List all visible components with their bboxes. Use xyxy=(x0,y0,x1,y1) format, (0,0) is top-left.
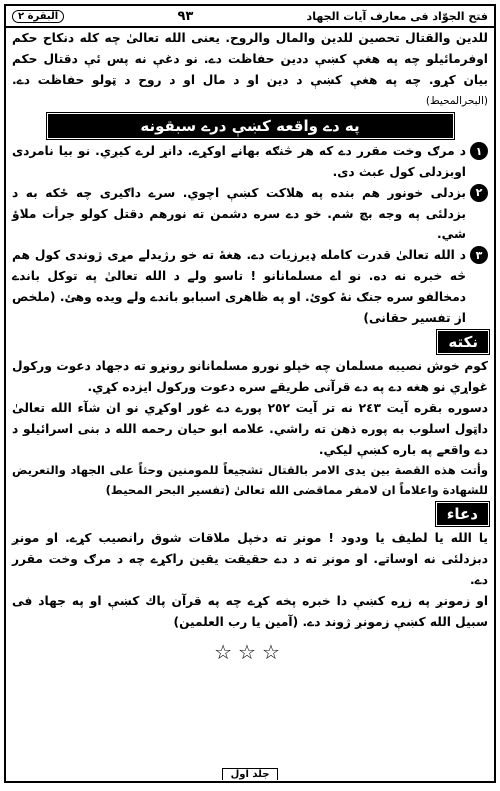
lesson-item-1 xyxy=(12,141,488,183)
lesson-number-2: ٢ xyxy=(470,184,488,202)
section-title-dua: دعاء xyxy=(437,503,488,525)
volume-label: جلد اول xyxy=(222,768,279,780)
arabic-quote-line-1: وأتت هذه القصة بين يدى الامر بالقتال تشجيعاً للمومنين وحثاً على الجهاد xyxy=(70,463,488,478)
intro-line-2: اوفرمائيلو چه په هغې كښې ددين حفاظت دے. نو دغې نه پس ئې دقتال حكم xyxy=(12,51,488,66)
book-page xyxy=(4,4,496,783)
page-footer xyxy=(6,762,494,781)
intro-line-3: بيان كړو. چه په هغې كښې د دين او د مال او د روح د ټولو حفاظت دے. xyxy=(12,72,488,87)
star-ornament-icon: ☆☆☆ xyxy=(214,640,286,665)
lesson-item-3 xyxy=(12,245,488,328)
section-title-lessons: په دے واقعه كښې درے سبقونه xyxy=(48,114,453,138)
lesson-text-1: د مرګ وخت مقرر دے كه هر څنګه بهانے اوكړے. دانړ لرے كيږي. نو بيا نامردى اوبزدلى كول عبث دى. xyxy=(12,144,466,179)
section-heading-lessons xyxy=(12,114,488,138)
page-header xyxy=(6,6,494,28)
lesson-item-2 xyxy=(12,183,488,245)
section-heading-nukta xyxy=(12,331,488,353)
intro-paragraph xyxy=(12,28,488,112)
page-body xyxy=(6,28,494,664)
lesson-text-3 xyxy=(12,245,466,328)
dua-paragraph-2 xyxy=(12,591,488,633)
arabic-quote-reference: (تفسير البحر المحيط) xyxy=(105,483,230,498)
intro-reference: (البحرالمحيط) xyxy=(425,95,488,108)
lesson-number-3: ٣ xyxy=(470,246,488,264)
intro-line-1: للدين والقتال تحصين للدين والمال والروح. يعنى الله تعالىٰ چه كله دنكاح حكم xyxy=(12,31,488,45)
book-title: فتح الجوّاد فی معارف آیات الجهاد xyxy=(306,9,488,23)
nukta-paragraph-2: دسوره بقره آيت ٢٤٣ نه تر آيت ٢٥٢ پورے دے غور اوكړي نو ان شآء الله تعالىٰ داټول اسلوب به پوره ذهن ته راشي. علامه ابو حيان رحمه الله د بنى اسرائيلو د دے واقعے په باره كښې ليكي. xyxy=(12,400,488,457)
nukta-paragraph-1: كوم خوش نصيبه مسلمان چه خپلو نورو مسلمانانو رونړو ته دجهاد دعوت وركول غواړي نو هغه دے په دے قرآنى طريقے سره دعوت وركول ايزده كړي. xyxy=(12,359,488,395)
dua-paragraph-2-body: او زمونږ په زړه كښې دا خبره پخه كړے چه په قرآن پاك كښې او په جهاد فى سبيل الله كښې زمونږ ژوند دے. xyxy=(12,593,488,629)
surah-label: البقرة ٢ xyxy=(12,10,64,23)
lesson-number-1: ١ xyxy=(470,142,488,160)
dua-amen: (آمين يا رب العلمين) xyxy=(173,614,299,629)
dua-paragraph-1: يا الله يا لطيف يا ودود ! مونږ ته دخپل ملاقات شوق رانصيب كړے. او مونږ دبزدلئى نه اوساتے. او مونږ ته د دے حقيقت يقين راكړے چه د مرګ وخت مقرر دے. xyxy=(12,531,488,587)
page-number: ۹۳ xyxy=(177,8,194,24)
lesson-3-reference: (ملخص از تفسير حقانى) xyxy=(12,289,466,325)
lesson-text-2: بزدلى خونور هم بنده په هلاكت كښې اچوي. سرے داګيرى چه ځكه به د بزدلئى په وجه بچ شم. خو دے سره دشمن ته نورهم دقتل كولو جرأت ملاؤ شي. xyxy=(12,185,466,242)
arabic-quote-line-2: والتعريض للشهادة واعلاماً ان لامفر مماقضى الله تعالىٰ xyxy=(12,463,488,498)
section-heading-dua xyxy=(12,503,488,525)
section-title-nukta: نكته xyxy=(438,331,488,353)
lesson-text-3-body: د الله تعالىٰ قدرت كامله ډيرزيات دے. هغۀ ته خو رژيدلے مړى ژوندى كول هم څه خبره نه ده. نو اے مسلمانانو ! تاسو ولے د الله تعالىٰ په توكل باندے دمخالفو سره جنګ نۀ كوئ. او په ظاهرى اسبابو باندے ولے ويده وهئ. xyxy=(12,248,466,304)
arabic-quote xyxy=(12,460,488,500)
